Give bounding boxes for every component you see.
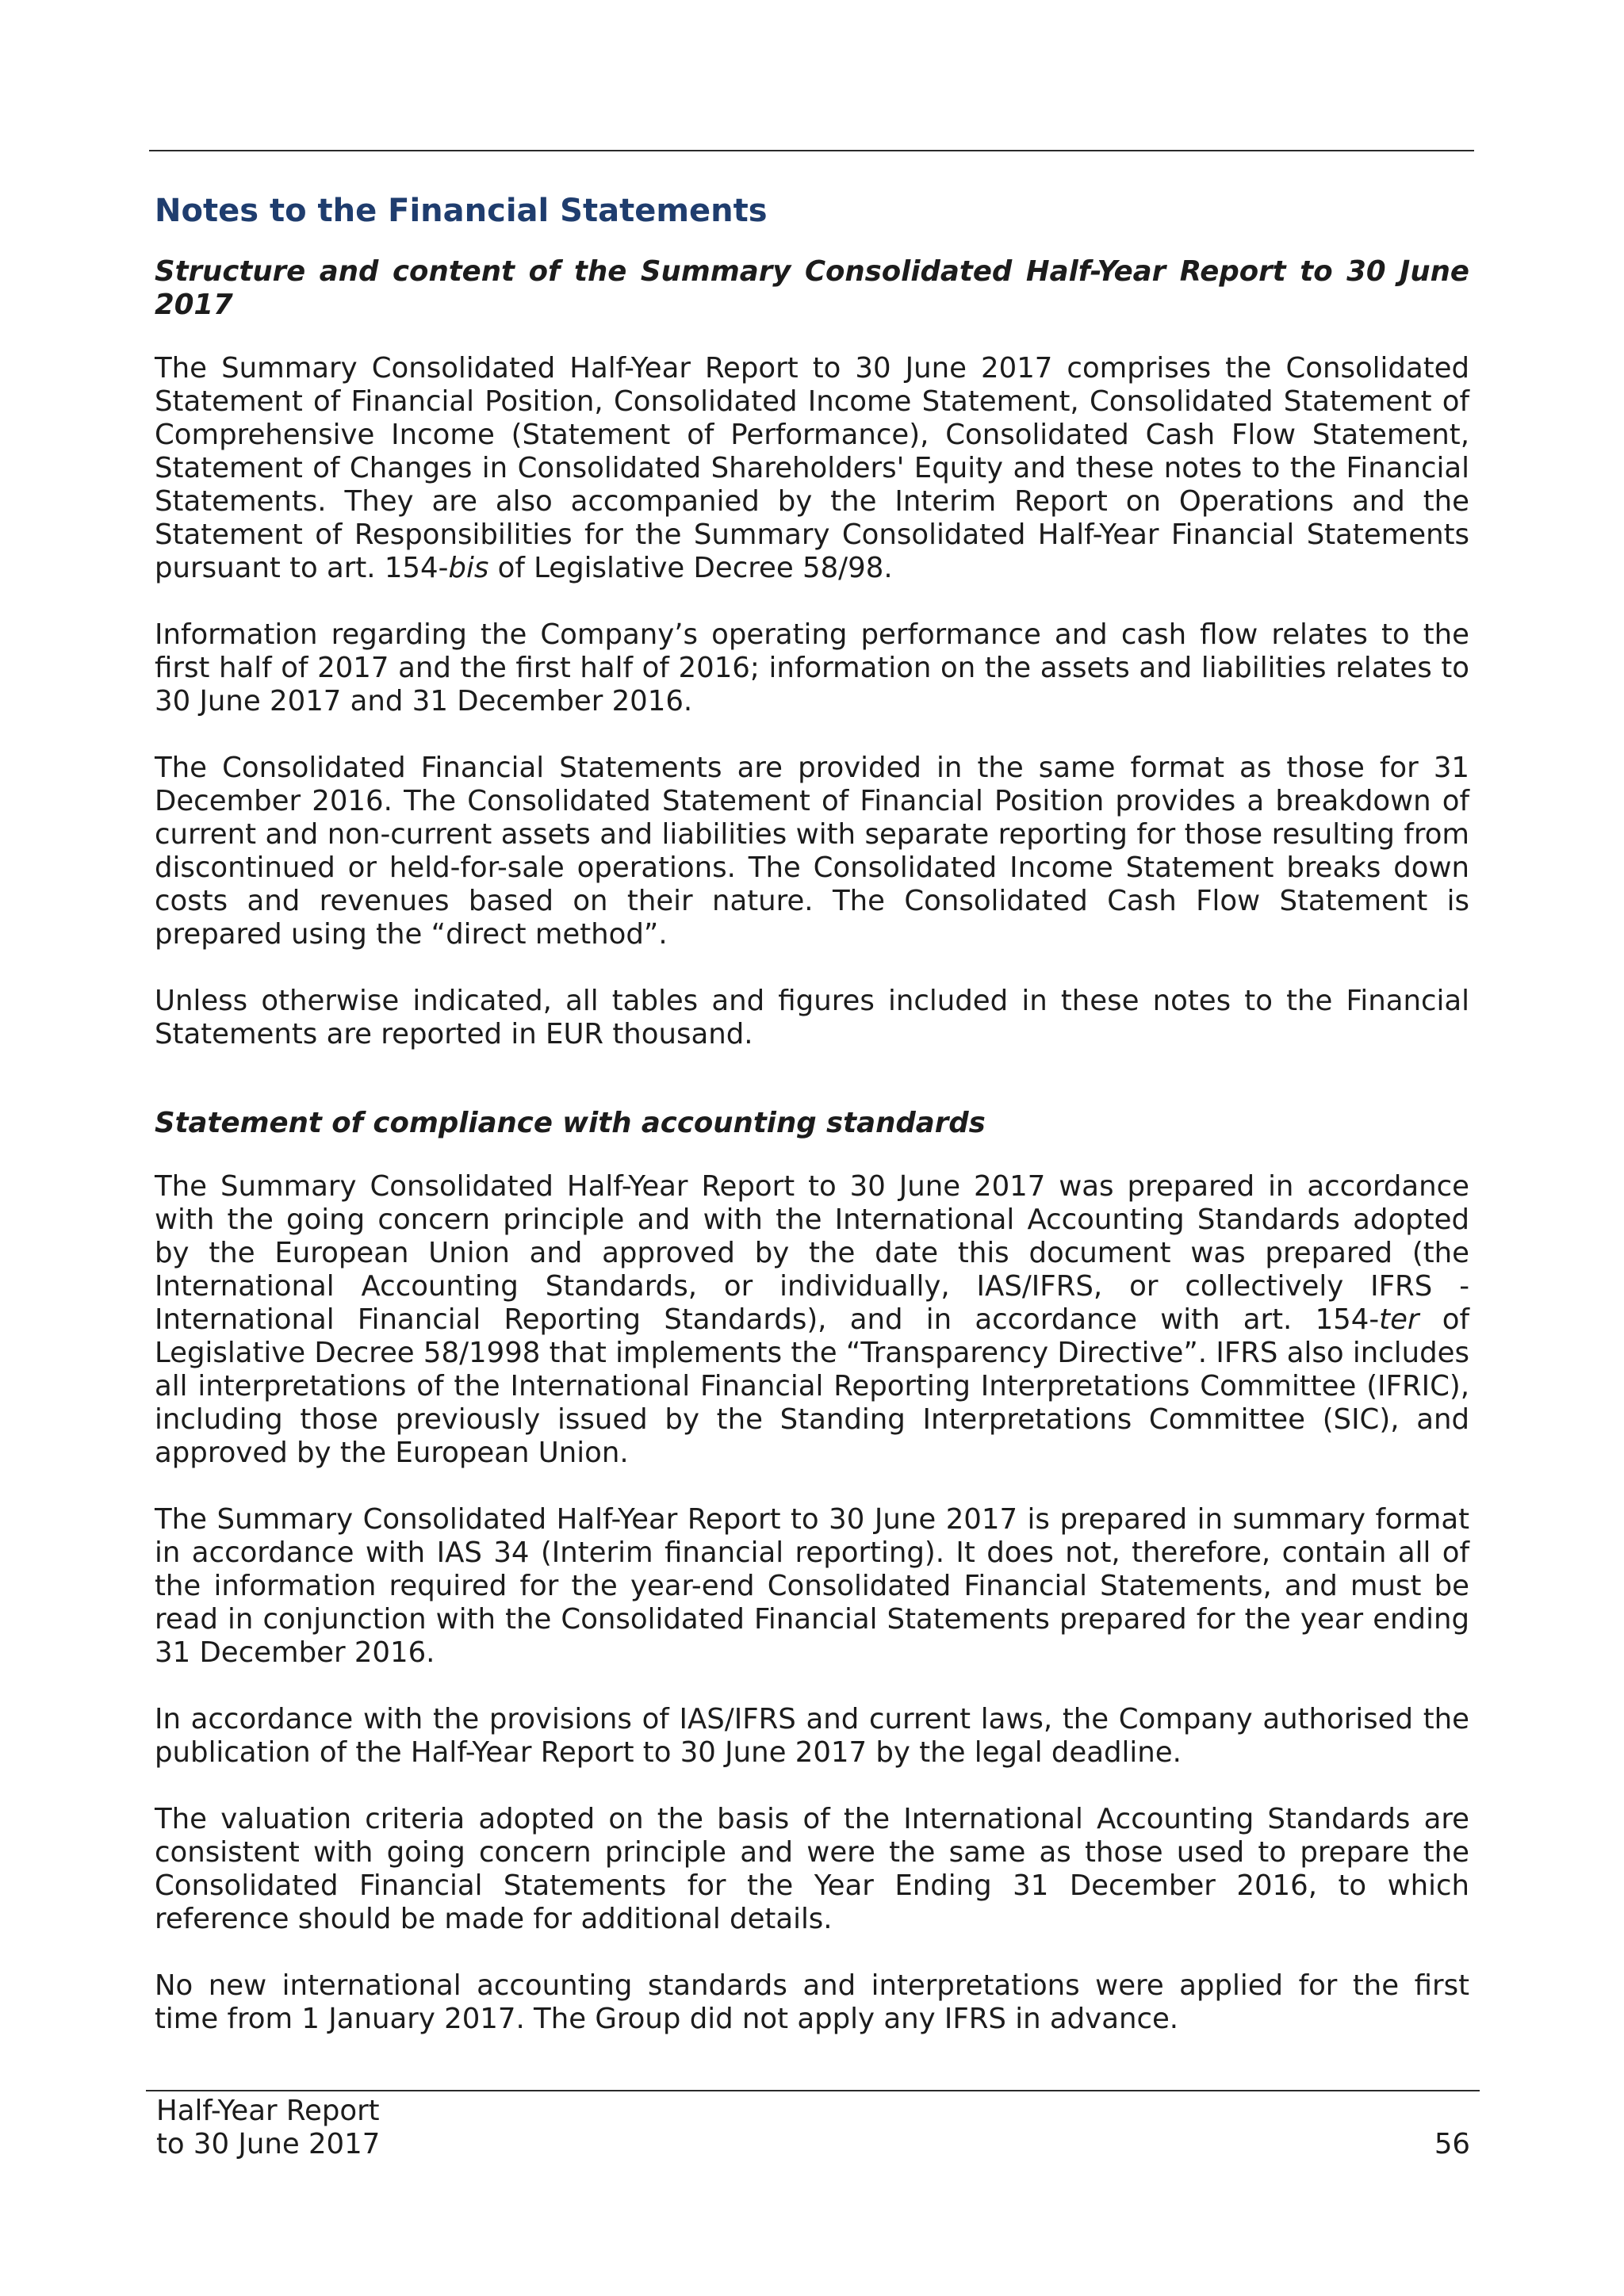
- footer-line-1: Half-Year Report: [156, 2095, 380, 2127]
- section-heading-compliance: Statement of compliance with accounting standards: [155, 1107, 986, 1139]
- footer-rule: [146, 2090, 1480, 2091]
- paragraph: The Consolidated Financial Statements are provided in the same format as those for 31 December 2016. The Consolidated Statement of Financial Position provides a breakdown of current and non-current assets and liabilities with separate reporting for those resulting from discontinued or held-for-sale operations. The Consolidated Income Statement breaks down costs and revenues based on their nature. The Consolidated Cash Flow Statement is prepared using the “direct method”.: [155, 752, 1469, 951]
- paragraph: [155, 1170, 1469, 1470]
- footer-report-title: [156, 2095, 380, 2161]
- paragraph: [155, 352, 1469, 585]
- header-rule: [149, 150, 1474, 151]
- document-body: [155, 190, 1469, 2069]
- page-title: Notes to the Financial Statements: [155, 193, 768, 229]
- paragraph-italic: bis: [448, 552, 489, 584]
- paragraph: The valuation criteria adopted on the basis of the International Accounting Standards are consistent with going concern principle and were the same as those used to prepare the Consolidated Financial Statements for the Year Ending 31 December 2016, to which reference should be made for additional details.: [155, 1803, 1469, 1935]
- paragraph-text: of Legislative Decree 58/1998 that implements the “Transparency Directive”. IFRS also includes all interpretations of the International Financial Reporting Interpretations Committee (IFRIC), including those previously issued by the Standing Interpretations Committee (SIC), and approved by the European Union.: [155, 1303, 1469, 1469]
- paragraph-italic: ter: [1379, 1303, 1419, 1336]
- section-heading-structure: Structure and content of the Summary Consolidated Half-Year Report to 30 June 2017: [155, 255, 1469, 321]
- paragraph: The Summary Consolidated Half-Year Report to 30 June 2017 is prepared in summary format in accordance with IAS 34 (Interim financial reporting). It does not, therefore, contain all of the information required for the year-end Consolidated Financial Statements, and must be read in conjunction with the Consolidated Financial Statements prepared for the year ending 31 December 2016.: [155, 1503, 1469, 1669]
- paragraph: Unless otherwise indicated, all tables and figures included in these notes to the Financial Statements are reported in EUR thousand.: [155, 985, 1469, 1050]
- paragraph: Information regarding the Company’s operating performance and cash flow relates to the first half of 2017 and the first half of 2016; information on the assets and liabilities relates to 30 June 2017 and 31 December 2016.: [155, 618, 1469, 718]
- spacer: [155, 1085, 1469, 1107]
- paragraph: In accordance with the provisions of IAS/IFRS and current laws, the Company authorised the publication of the Half-Year Report to 30 June 2017 by the legal deadline.: [155, 1703, 1469, 1769]
- footer-line-2: to 30 June 2017: [156, 2128, 381, 2160]
- paragraph: No new international accounting standards and interpretations were applied for the first time from 1 January 2017. The Group did not apply any IFRS in advance.: [155, 1969, 1469, 2035]
- paragraph-text: The Summary Consolidated Half-Year Report to 30 June 2017 was prepared in accordance with the going concern principle and with the International Accounting Standards adopted by the European Union and approved by the date this document was prepared (the International Accounting Standards, or individually, IAS/IFRS, or collectively IFRS - International Financial Reporting Standards), and in accordance with art. 154-: [155, 1170, 1469, 1336]
- paragraph-text: The Summary Consolidated Half-Year Report to 30 June 2017 comprises the Consolidated Statement of Financial Position, Consolidated Income Statement, Consolidated Statement of Comprehensive Income (Statement of Performance), Consolidated Cash Flow Statement, Statement of Changes in Consolidated Shareholders' Equity and these notes to the Financial Statements. They are also accompanied by the Interim Report on Operations and the Statement of Responsibilities for the Summary Consolidated Half-Year Financial Statements pursuant to art. 154-: [155, 352, 1469, 584]
- page-number: 56: [1434, 2128, 1470, 2160]
- paragraph-text: of Legislative Decree 58/98.: [488, 552, 893, 584]
